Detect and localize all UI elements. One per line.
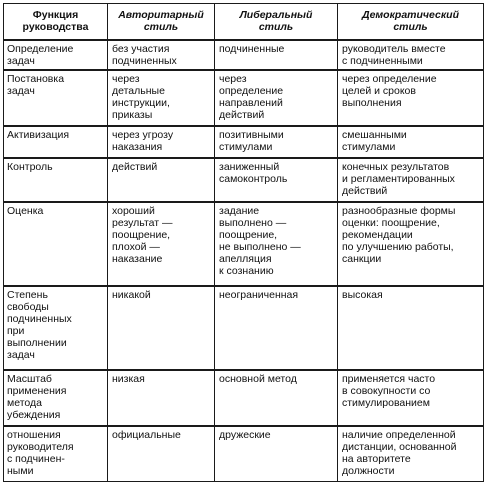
row-liberal-cell: подчиненные (215, 40, 338, 70)
table-body (4, 40, 484, 482)
table-header (4, 4, 484, 40)
row-liberal-cell: задание выполнено — поощрение, не выполнено — апелляция к сознанию (215, 202, 338, 286)
table-row (4, 370, 484, 426)
row-democratic-cell: применяется часто в совокупности со стимулированием (338, 370, 484, 426)
row-liberal-cell: дружеские (215, 426, 338, 482)
row-democratic-cell: конечных результатов и регламентированных действий (338, 158, 484, 202)
row-function-cell: Определение задач (4, 40, 108, 70)
header-authoritarian: Авторитарный стиль (108, 4, 215, 40)
row-authoritarian-cell: без участия подчиненных (108, 40, 215, 70)
row-democratic-cell: через определение целей и сроков выполнения (338, 70, 484, 126)
row-liberal-cell: позитивными стимулами (215, 126, 338, 158)
row-authoritarian-cell: никакой (108, 286, 215, 370)
table-row (4, 126, 484, 158)
row-authoritarian-cell: действий (108, 158, 215, 202)
table-row (4, 70, 484, 126)
header-democratic: Демократический стиль (338, 4, 484, 40)
row-function-cell: Контроль (4, 158, 108, 202)
row-liberal-cell: заниженный самоконтроль (215, 158, 338, 202)
table-row (4, 158, 484, 202)
header-function: Функция руководства (4, 4, 108, 40)
row-authoritarian-cell: через детальные инструкции, приказы (108, 70, 215, 126)
row-democratic-cell: разнообразные формы оценки: поощрение, рекомендации по улучшению работы, санкции (338, 202, 484, 286)
leadership-styles-table (3, 3, 484, 482)
header-row (4, 4, 484, 40)
table-row (4, 426, 484, 482)
table-row (4, 202, 484, 286)
row-democratic-cell: руководитель вместе с подчиненными (338, 40, 484, 70)
row-democratic-cell: смешанными стимулами (338, 126, 484, 158)
table-row (4, 286, 484, 370)
row-liberal-cell: через определение направлений действий (215, 70, 338, 126)
row-authoritarian-cell: низкая (108, 370, 215, 426)
row-authoritarian-cell: хороший результат — поощрение, плохой — наказание (108, 202, 215, 286)
row-function-cell: Постановка задач (4, 70, 108, 126)
row-function-cell: Масштаб применения метода убеждения (4, 370, 108, 426)
row-democratic-cell: высокая (338, 286, 484, 370)
row-function-cell: Активизация (4, 126, 108, 158)
table-row (4, 40, 484, 70)
row-democratic-cell: наличие определенной дистанции, основанной на авторитете должности (338, 426, 484, 482)
row-authoritarian-cell: официальные (108, 426, 215, 482)
row-function-cell: Степень свободы подчиненных при выполнении задач (4, 286, 108, 370)
row-function-cell: Оценка (4, 202, 108, 286)
header-liberal: Либеральный стиль (215, 4, 338, 40)
row-authoritarian-cell: через угрозу наказания (108, 126, 215, 158)
row-liberal-cell: основной метод (215, 370, 338, 426)
row-function-cell: отношения руководителя с подчинен- ными (4, 426, 108, 482)
row-liberal-cell: неограниченная (215, 286, 338, 370)
